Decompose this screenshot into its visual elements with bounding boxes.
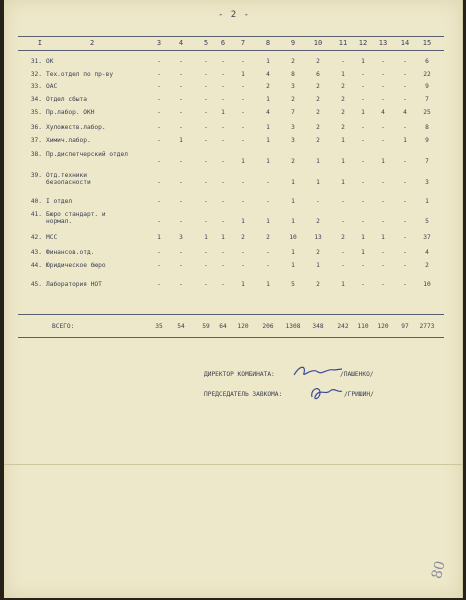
row-value: 1 (291, 218, 295, 225)
table-top-rule (18, 36, 444, 37)
row-value: 2 (316, 249, 320, 256)
row-value: 1 (266, 158, 270, 165)
archive-mark: 80 (428, 559, 449, 581)
row-value: - (204, 124, 208, 131)
row-value: - (241, 249, 245, 256)
row-name: Отд.техники безопасности (46, 172, 91, 186)
row-value: - (241, 124, 245, 131)
header-col-11: 11 (338, 39, 348, 47)
row-value: - (221, 218, 225, 225)
row-value: - (403, 281, 407, 288)
row-value: 1 (221, 109, 225, 116)
row-value: - (157, 83, 161, 90)
row-value: - (179, 109, 183, 116)
row-value: - (221, 249, 225, 256)
row-value: - (361, 158, 365, 165)
row-value: - (381, 124, 385, 131)
header-col-13: 13 (378, 39, 388, 47)
row-value: - (403, 234, 407, 241)
row-value: - (403, 124, 407, 131)
total-bottom-rule (18, 337, 444, 338)
row-value: - (221, 281, 225, 288)
row-value: 4 (381, 109, 385, 116)
director-title: ДИРЕКТОР КОМБИНАТА: (204, 371, 275, 378)
header-col-12: 12 (358, 39, 368, 47)
row-value: - (341, 58, 345, 65)
row-value: - (157, 137, 161, 144)
row-value: - (221, 124, 225, 131)
row-value: 4 (266, 109, 270, 116)
row-value: 1 (241, 281, 245, 288)
row-number: 42. (30, 234, 42, 241)
row-value: 1 (266, 58, 270, 65)
row-value: - (266, 198, 270, 205)
header-col-no: I (37, 39, 42, 47)
row-name: I отдел (46, 198, 73, 205)
row-value: - (266, 262, 270, 269)
row-name: Отдел сбыта (46, 96, 87, 103)
header-col-9: 9 (290, 39, 296, 47)
row-value: 2 (316, 96, 320, 103)
row-value: 7 (291, 109, 295, 116)
row-value: - (157, 58, 161, 65)
total-value: 242 (337, 323, 349, 330)
row-value: - (179, 249, 183, 256)
row-value: 8 (291, 71, 295, 78)
row-number: 39. (30, 172, 42, 179)
header-col-name: 2 (90, 39, 95, 47)
row-value: - (361, 281, 365, 288)
row-value: 3 (291, 83, 295, 90)
row-value: 1 (266, 96, 270, 103)
row-value: - (241, 96, 245, 103)
row-value: 2 (341, 234, 345, 241)
row-value: - (241, 137, 245, 144)
row-value: 2 (291, 96, 295, 103)
page-fold (4, 464, 462, 465)
total-value: 348 (312, 323, 324, 330)
row-value: - (241, 179, 245, 186)
row-value: - (204, 83, 208, 90)
header-col-14: 14 (400, 39, 410, 47)
row-value: 1 (291, 249, 295, 256)
row-value: 1 (179, 137, 183, 144)
row-value: - (403, 198, 407, 205)
row-value: - (403, 218, 407, 225)
total-value: 120 (377, 323, 389, 330)
row-value: - (179, 124, 183, 131)
row-value: 1 (341, 179, 345, 186)
total-value: 97 (401, 323, 409, 330)
row-value: - (266, 249, 270, 256)
row-value: 1 (221, 234, 225, 241)
row-value: 6 (316, 71, 320, 78)
row-number: 37. (30, 137, 42, 144)
row-value: 4 (266, 71, 270, 78)
row-value: 2 (316, 83, 320, 90)
chairman-title: ПРЕДСЕДАТЕЛЬ ЗАВКОМА: (204, 391, 283, 398)
row-value: 10 (289, 234, 297, 241)
row-value: - (403, 262, 407, 269)
row-value: 1 (241, 71, 245, 78)
row-value: 7 (425, 96, 429, 103)
row-value: 1 (361, 109, 365, 116)
row-value: - (179, 83, 183, 90)
row-value: 1 (381, 158, 385, 165)
row-value: 2 (316, 218, 320, 225)
table-header-rule (18, 50, 444, 51)
row-value: - (221, 71, 225, 78)
row-value: 1 (341, 158, 345, 165)
row-value: - (204, 281, 208, 288)
row-value: 1 (266, 124, 270, 131)
row-value: - (341, 198, 345, 205)
chairman-name: /ГРИШИН/ (344, 391, 374, 398)
row-value: 1 (291, 262, 295, 269)
total-value: 120 (237, 323, 249, 330)
row-value: - (403, 179, 407, 186)
row-value: 1 (425, 198, 429, 205)
header-col-5: 5 (203, 39, 209, 47)
row-value: 2 (316, 124, 320, 131)
row-value: 2 (241, 234, 245, 241)
row-name: Хуложеств.лабор. (46, 124, 106, 131)
row-value: - (241, 198, 245, 205)
header-col-10: 10 (313, 39, 323, 47)
row-value: - (381, 83, 385, 90)
row-value: 2 (341, 124, 345, 131)
row-value: - (381, 198, 385, 205)
row-value: - (403, 249, 407, 256)
row-value: 1 (291, 179, 295, 186)
row-value: - (179, 158, 183, 165)
row-value: - (341, 262, 345, 269)
chairman-signature (308, 383, 344, 405)
total-value: 59 (202, 323, 210, 330)
row-value: - (403, 96, 407, 103)
row-name: Финансов.отд. (46, 249, 95, 256)
row-name: Юридическое бюро (46, 262, 106, 269)
row-value: - (157, 96, 161, 103)
row-value: 2 (341, 96, 345, 103)
row-value: - (361, 198, 365, 205)
row-value: - (204, 96, 208, 103)
row-value: - (221, 83, 225, 90)
row-value: - (179, 179, 183, 186)
header-col-15: 15 (422, 39, 432, 47)
row-name: Пр.лабор. ОКН (46, 109, 95, 116)
row-value: - (341, 249, 345, 256)
header-col-6: 6 (220, 39, 226, 47)
total-value: 1308 (285, 323, 301, 330)
row-value: 25 (423, 109, 431, 116)
row-value: 1 (157, 234, 161, 241)
row-value: 1 (316, 179, 320, 186)
row-value: - (204, 58, 208, 65)
row-value: - (403, 83, 407, 90)
row-number: 34. (30, 96, 42, 103)
row-value: 10 (423, 281, 431, 288)
row-value: 1 (291, 198, 295, 205)
row-number: 40. (30, 198, 42, 205)
row-value: - (157, 124, 161, 131)
total-value: 54 (177, 323, 185, 330)
row-number: 32. (30, 71, 42, 78)
row-value: 2 (341, 83, 345, 90)
row-number: 44. (30, 262, 42, 269)
row-value: 3 (425, 179, 429, 186)
row-value: - (381, 179, 385, 186)
row-value: - (361, 179, 365, 186)
row-value: 1 (361, 234, 365, 241)
row-number: 38. (30, 151, 42, 158)
row-value: - (381, 249, 385, 256)
row-value: 37 (423, 234, 431, 241)
row-number: 45. (30, 281, 42, 288)
row-value: - (361, 262, 365, 269)
row-value: 2 (316, 109, 320, 116)
row-value: 1 (266, 281, 270, 288)
row-value: 5 (425, 218, 429, 225)
row-value: - (241, 83, 245, 90)
row-value: 22 (423, 71, 431, 78)
header-col-7: 7 (240, 39, 246, 47)
row-value: - (221, 96, 225, 103)
row-value: - (221, 262, 225, 269)
row-value: - (221, 137, 225, 144)
row-value: - (381, 262, 385, 269)
row-value: 1 (361, 249, 365, 256)
row-value: - (381, 137, 385, 144)
row-name: ОК (46, 58, 54, 65)
row-number: 36. (30, 124, 42, 131)
row-value: 1 (204, 234, 208, 241)
row-value: - (381, 218, 385, 225)
row-value: - (361, 124, 365, 131)
row-value: - (179, 58, 183, 65)
total-label: ВСЕГО: (52, 323, 75, 330)
row-value: - (241, 109, 245, 116)
row-name: Бюро стандарт. и нормал. (46, 211, 106, 225)
row-value: 9 (425, 137, 429, 144)
row-value: 3 (179, 234, 183, 241)
row-name: Химич.лабор. (46, 137, 91, 144)
row-value: - (204, 262, 208, 269)
row-value: - (204, 218, 208, 225)
row-name: Тех.отдел по пр-ву (46, 71, 114, 78)
row-value: - (381, 281, 385, 288)
row-value: - (361, 137, 365, 144)
row-value: 1 (341, 281, 345, 288)
document-page (4, 0, 463, 598)
row-value: - (204, 71, 208, 78)
row-value: - (403, 71, 407, 78)
row-value: 1 (403, 137, 407, 144)
row-value: 1 (381, 234, 385, 241)
row-value: 2 (341, 109, 345, 116)
row-value: - (316, 198, 320, 205)
row-value: - (157, 281, 161, 288)
row-value: - (381, 71, 385, 78)
row-value: 2 (266, 234, 270, 241)
row-value: - (241, 262, 245, 269)
row-name: Лаборатория НОТ (46, 281, 102, 288)
row-value: 2 (291, 158, 295, 165)
total-value: 110 (357, 323, 369, 330)
row-value: - (179, 96, 183, 103)
row-value: 1 (266, 218, 270, 225)
row-value: 1 (241, 218, 245, 225)
row-value: - (204, 179, 208, 186)
row-value: 5 (291, 281, 295, 288)
row-value: 2 (316, 137, 320, 144)
row-value: - (204, 158, 208, 165)
row-number: 43. (30, 249, 42, 256)
row-value: - (241, 58, 245, 65)
header-col-8: 8 (265, 39, 271, 47)
row-value: 1 (361, 58, 365, 65)
row-value: - (157, 179, 161, 186)
row-number: 41. (30, 211, 42, 218)
row-value: 2 (266, 83, 270, 90)
row-value: - (361, 71, 365, 78)
row-value: - (157, 71, 161, 78)
row-value: - (221, 158, 225, 165)
row-value: - (361, 218, 365, 225)
row-value: - (179, 281, 183, 288)
row-value: - (179, 218, 183, 225)
row-value: - (361, 83, 365, 90)
row-value: - (381, 96, 385, 103)
row-value: - (157, 249, 161, 256)
row-value: 1 (341, 137, 345, 144)
director-name: /ПАШЕНКО/ (340, 371, 374, 378)
row-value: 1 (266, 137, 270, 144)
row-value: - (204, 198, 208, 205)
row-value: - (157, 218, 161, 225)
row-value: - (204, 249, 208, 256)
row-value: - (179, 262, 183, 269)
total-value: 2773 (419, 323, 435, 330)
row-number: 35. (30, 109, 42, 116)
row-value: - (221, 179, 225, 186)
total-value: 206 (262, 323, 274, 330)
row-value: - (204, 109, 208, 116)
row-value: 13 (314, 234, 322, 241)
row-value: 2 (316, 281, 320, 288)
row-name: ОАС (46, 83, 58, 90)
row-value: 1 (241, 158, 245, 165)
row-value: - (204, 137, 208, 144)
total-value: 64 (219, 323, 227, 330)
row-value: - (381, 58, 385, 65)
row-number: 33. (30, 83, 42, 90)
row-value: 2 (316, 58, 320, 65)
row-value: 7 (425, 158, 429, 165)
row-value: - (179, 71, 183, 78)
row-value: 2 (291, 58, 295, 65)
director-signature (292, 363, 344, 379)
row-value: - (179, 198, 183, 205)
row-value: 1 (316, 262, 320, 269)
page-number: - 2 - (217, 10, 251, 20)
row-value: 3 (291, 137, 295, 144)
header-col-4: 4 (178, 39, 184, 47)
row-value: 9 (425, 83, 429, 90)
row-value: 2 (425, 262, 429, 269)
row-value: 4 (403, 109, 407, 116)
row-value: 4 (425, 249, 429, 256)
row-value: 3 (291, 124, 295, 131)
row-value: - (157, 198, 161, 205)
row-value: - (361, 96, 365, 103)
total-value: 35 (155, 323, 163, 330)
header-col-3: 3 (156, 39, 162, 47)
row-value: - (221, 198, 225, 205)
row-value: 1 (316, 158, 320, 165)
row-value: 8 (425, 124, 429, 131)
row-name: Пр.диспетчерский отдел (46, 151, 128, 158)
row-number: 31. (30, 58, 42, 65)
row-value: - (341, 218, 345, 225)
total-top-rule (18, 314, 444, 315)
row-value: - (266, 179, 270, 186)
row-value: - (157, 262, 161, 269)
row-value: - (403, 58, 407, 65)
row-value: - (157, 158, 161, 165)
row-name: МСС (46, 234, 58, 241)
row-value: - (403, 158, 407, 165)
row-value: - (221, 58, 225, 65)
row-value: - (157, 109, 161, 116)
row-value: 1 (341, 71, 345, 78)
row-value: 6 (425, 58, 429, 65)
